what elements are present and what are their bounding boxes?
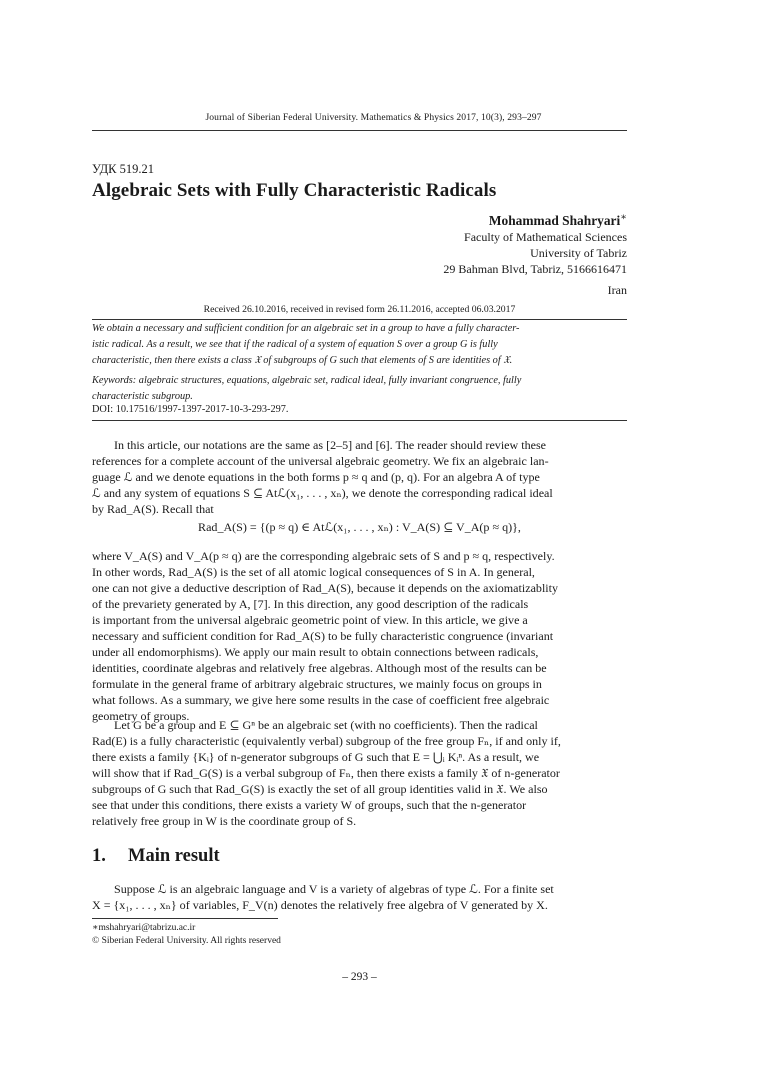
text-line: relatively free group in W is the coordinate group of S. — [92, 814, 357, 828]
doi: DOI: 10.17516/1997-1397-2017-10-3-293-297. — [92, 404, 289, 415]
text-line: subgroups of G such that Rad_G(S) is exactly the set of all group identities valid in 𝔛. We also — [92, 782, 548, 796]
paragraph-main — [92, 881, 627, 913]
text-line: X = {x₁, . . . , xₙ} of variables, F_V(n) denotes the relatively free algebra of V generated by X. — [92, 898, 548, 912]
abstract-line: We obtain a necessary and sufficient condition for an algebraic set in a group to have a fully character- — [92, 323, 520, 334]
text-line: by Rad_A(S). Recall that — [92, 502, 214, 516]
abstract-top-rule — [92, 319, 627, 320]
text-line: what follows. As a summary, we give here some results in the case of coefficient free algebraic — [92, 693, 550, 707]
text-line: In other words, Rad_A(S) is the set of all atomic logical consequences of S in A. In general, — [92, 565, 535, 579]
text-line: will show that if Rad_G(S) is a verbal subgroup of Fₙ, then there exists a family 𝔛 of n-generator — [92, 766, 560, 780]
text-line: of the prevariety generated by A, [7]. In this direction, any good description of the radicals — [92, 597, 529, 611]
keywords-line: Keywords: algebraic structures, equations, algebraic set, radical ideal, fully invariant congruence, fully — [92, 375, 522, 386]
received-dates: Received 26.10.2016, received in revised form 26.11.2016, accepted 06.03.2017 — [203, 304, 516, 315]
abstract-line: istic radical. As a result, we see that if the radical of a system of equation S over a group G is fully — [92, 339, 498, 350]
text-line: formulate in the general frame of arbitrary algebraic structures, we mainly focus on groups in — [92, 677, 542, 691]
keywords-line: characteristic subgroup. — [92, 391, 193, 402]
article-title: Algebraic Sets with Fully Characteristic Radicals — [92, 180, 497, 201]
header-rule — [92, 130, 627, 131]
affiliation-country: Iran — [607, 283, 627, 297]
text-line: under all endomorphisms). We apply our main result to obtain connections between radicals, — [92, 645, 539, 659]
affiliation-faculty: Faculty of Mathematical Sciences — [464, 230, 627, 244]
radical-formula: Rad_A(S) = {(p ≈ q) ∈ Atℒ(x₁, . . . , xₙ) : V_A(S) ⊆ V_A(p ≈ q)}, — [198, 520, 521, 534]
text-line: where V_A(S) and V_A(p ≈ q) are the corresponding algebraic sets of S and p ≈ q, respectively. — [92, 549, 555, 563]
text-line: necessary and sufficient condition for Rad_A(S) to be fully characteristic congruence (invariant — [92, 629, 554, 643]
abstract-line: characteristic, then there exists a class 𝔛 of subgroups of G such that elements of S are identities of 𝔛. — [92, 355, 513, 366]
text-line: identities, coordinate algebras and relatively free algebras. Although most of the results can be — [92, 661, 547, 675]
keywords — [92, 373, 627, 405]
text-line: Let G be a group and E ⊆ Gⁿ be an algebraic set (with no coefficients). Then the radical — [114, 718, 538, 732]
section-heading — [92, 846, 220, 867]
text-line: geometry of groups. — [92, 709, 190, 723]
paragraph-radicals — [92, 548, 627, 724]
text-line: one can not give a deductive description of Rad_A(S), because it depends on the axiomatizablity — [92, 581, 559, 595]
affiliation-university: University of Tabriz — [530, 246, 627, 260]
text-line: references for a complete account of the universal algebraic geometry. We fix an algebraic lan- — [92, 454, 549, 468]
section-number: 1. — [92, 846, 106, 866]
text-line: see that under this conditions, there exists a variety W of groups, such that the n-generator — [92, 798, 527, 812]
footnote-rule — [92, 918, 278, 919]
text-line: guage ℒ and we denote equations in the both forms p ≈ q and (p, q). For an algebra A of type — [92, 470, 540, 484]
affiliation-address: 29 Bahman Blvd, Tabriz, 5166616471 — [443, 262, 627, 276]
author-name-line — [443, 210, 627, 229]
text-line: In this article, our notations are the same as [2–5] and [6]. The reader should review these — [114, 438, 546, 452]
paragraph-summary — [92, 717, 627, 829]
text-line: Suppose ℒ is an algebraic language and V is a variety of algebras of type ℒ. For a finite set — [114, 882, 554, 896]
section-title: Main result — [128, 846, 220, 866]
text-line: is important from the universal algebraic geometric point of view. In this article, we give a — [92, 613, 528, 627]
abstract — [92, 321, 627, 369]
running-head: Journal of Siberian Federal University. Mathematics & Physics 2017, 10(3), 293–297 — [205, 112, 542, 123]
page-number: – 293 – — [342, 971, 377, 983]
paragraph-intro — [92, 437, 627, 517]
text-line: ℒ and any system of equations S ⊆ Atℒ(x₁, . . . , xₙ), we denote the corresponding radical ideal — [92, 486, 553, 500]
footnote-email: ∗mshahryari@tabrizu.ac.ir — [92, 923, 196, 933]
abstract-bottom-rule — [92, 420, 627, 421]
author-block — [443, 210, 627, 298]
author-footnote-mark: ∗ — [620, 212, 627, 223]
text-line: Rad(E) is a fully characteristic (equivalently verbal) subgroup of the free group Fₙ, if and only if, — [92, 734, 561, 748]
udk-code: УДК 519.21 — [92, 162, 154, 176]
author-name: Mohammad Shahryari — [488, 213, 621, 228]
footnote-copyright: © Siberian Federal University. All rights reserved — [92, 936, 281, 946]
text-line: there exists a family {Kᵢ} of n-generator subgroups of G such that E = ⋃ᵢ Kᵢⁿ. As a result, we — [92, 750, 540, 764]
